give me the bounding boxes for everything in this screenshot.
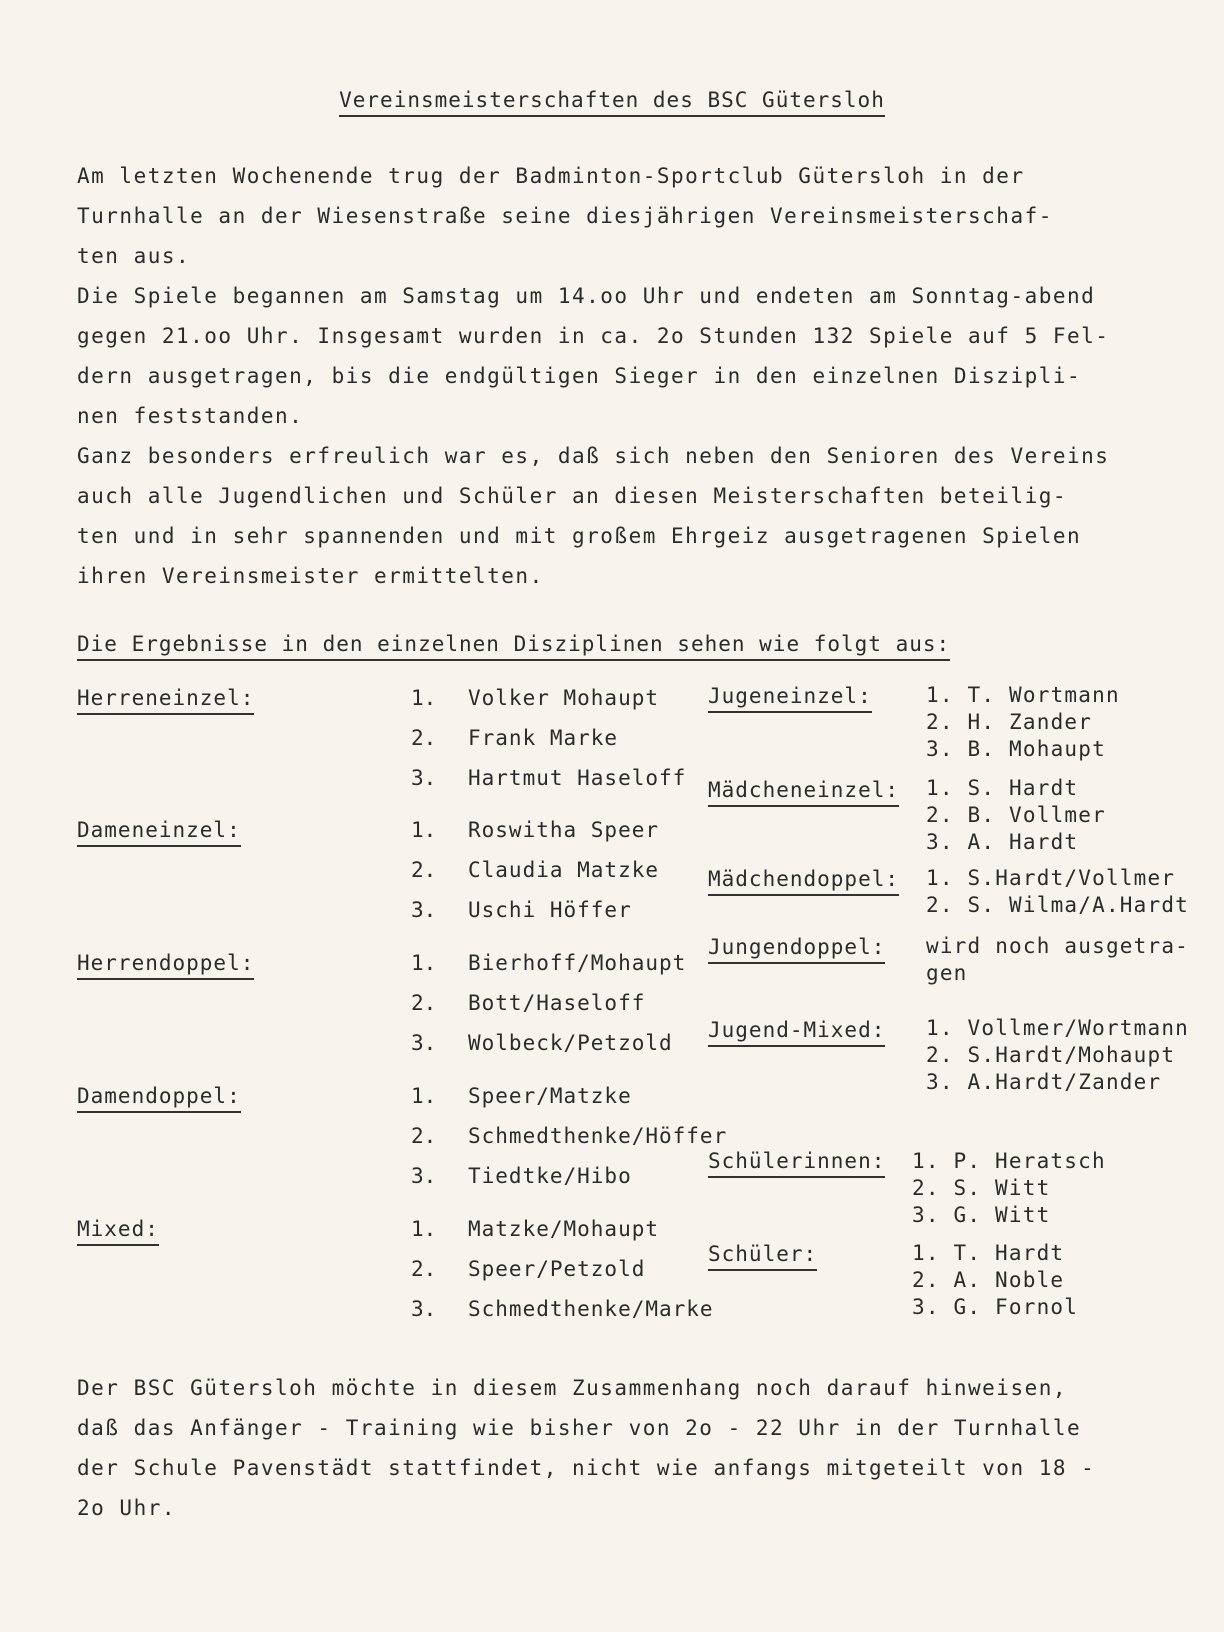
result-dameneinzel-1: Roswitha Speer <box>468 818 660 842</box>
rank-1: 1. <box>411 818 437 842</box>
label-herrendoppel <box>77 951 254 975</box>
result-damendoppel-1: Speer/Matzke <box>468 1084 632 1108</box>
label-text: Jungendoppel: <box>708 935 885 964</box>
rank-3: 3. <box>411 898 437 922</box>
rank-1: 1. <box>411 1084 437 1108</box>
result-line: 2. S.Hardt/Mohaupt <box>926 1043 1176 1067</box>
intro-line: ten und in sehr spannenden und mit großem Ehrgeiz ausgetragenen Spielen <box>77 524 1082 548</box>
results-schueler <box>912 1240 1078 1321</box>
label-maedchendoppel <box>708 867 899 891</box>
label-damendoppel <box>77 1084 241 1108</box>
label-text: Herreneinzel: <box>77 686 254 715</box>
result-dameneinzel-3: Uschi Höffer <box>468 898 632 922</box>
label-text: Herrendoppel: <box>77 951 254 980</box>
rank-2: 2. <box>411 858 437 882</box>
intro-line: auch alle Jugendlichen und Schüler an diesen Meisterschaften beteilig- <box>77 484 1068 508</box>
document-title <box>0 88 1224 112</box>
intro-line: gegen 21.oo Uhr. Insgesamt wurden in ca. 2o Stunden 132 Spiele auf 5 Fel- <box>77 324 1110 348</box>
result-line: 2. H. Zander <box>926 710 1093 734</box>
result-herrendoppel-2: Bott/Haseloff <box>468 991 646 1015</box>
rank-1: 1. <box>411 1217 437 1241</box>
result-line: 3. A. Hardt <box>926 830 1079 854</box>
result-mixed-3: Schmedthenke/Marke <box>468 1297 714 1321</box>
label-jungeneinzel <box>708 684 872 708</box>
result-line: 3. B. Mohaupt <box>926 737 1106 761</box>
intro-line: nen feststanden. <box>77 404 304 428</box>
result-line: 1. P. Heratsch <box>912 1149 1106 1173</box>
result-line: 2. S. Witt <box>912 1176 1051 1200</box>
result-dameneinzel-2: Claudia Matzke <box>468 858 660 882</box>
result-herreneinzel-1: Volker Mohaupt <box>468 686 660 710</box>
closing-line: daß das Anfänger - Training wie bisher von 2o - 22 Uhr in der Turnhalle <box>77 1416 1082 1440</box>
results-maedcheneinzel <box>926 775 1106 856</box>
result-line: 3. G. Fornol <box>912 1295 1079 1319</box>
label-text: Mixed: <box>77 1217 159 1246</box>
rank-1: 1. <box>411 686 437 710</box>
result-line: 1. Vollmer/Wortmann <box>926 1016 1190 1040</box>
rank-2: 2. <box>411 1257 437 1281</box>
label-schueler <box>708 1242 817 1266</box>
label-text: Jugend-Mixed: <box>708 1018 885 1047</box>
closing-line: Der BSC Gütersloh möchte in diesem Zusammenhang noch darauf hinweisen, <box>77 1376 1068 1400</box>
result-damendoppel-2: Schmedthenke/Höffer <box>468 1124 728 1148</box>
result-line: 1. S. Hardt <box>926 776 1079 800</box>
result-mixed-2: Speer/Petzold <box>468 1257 646 1281</box>
result-line: 3. G. Witt <box>912 1203 1051 1227</box>
closing-paragraph <box>77 1368 1147 1528</box>
closing-line: 2o Uhr. <box>77 1496 177 1520</box>
result-line: 1. T. Hardt <box>912 1241 1065 1265</box>
results-schuelerinnen <box>912 1148 1106 1229</box>
result-mixed-1: Matzke/Mohaupt <box>468 1217 660 1241</box>
label-maedcheneinzel <box>708 778 899 802</box>
result-line: 2. A. Noble <box>912 1268 1065 1292</box>
result-line: 3. A.Hardt/Zander <box>926 1070 1162 1094</box>
results-maedchendoppel <box>926 865 1189 919</box>
rank-3: 3. <box>411 1031 437 1055</box>
label-herreneinzel <box>77 686 254 710</box>
label-schuelerinnen <box>708 1149 885 1173</box>
label-text: Jugeneinzel: <box>708 684 872 713</box>
rank-2: 2. <box>411 1124 437 1148</box>
intro-line: ten aus. <box>77 244 191 268</box>
results-jungendoppel <box>926 933 1189 987</box>
result-herreneinzel-2: Frank Marke <box>468 726 619 750</box>
intro-paragraph <box>77 156 1147 596</box>
rank-2: 2. <box>411 991 437 1015</box>
label-text: Schüler: <box>708 1242 817 1271</box>
label-dameneinzel <box>77 818 241 842</box>
intro-line: ihren Vereinsmeister ermittelten. <box>77 564 544 588</box>
result-line: wird noch ausgetra- <box>926 934 1190 958</box>
results-jungeneinzel <box>926 682 1120 763</box>
result-herrendoppel-1: Bierhoff/Mohaupt <box>468 951 687 975</box>
intro-line: Die Spiele begannen am Samstag um 14.oo Uhr und endeten am Sonntag-abend <box>77 284 1096 308</box>
label-mixed <box>77 1217 159 1241</box>
result-line: gen <box>926 961 968 985</box>
result-line: 2. B. Vollmer <box>926 803 1106 827</box>
intro-line: Am letzten Wochenende trug der Badminton-Sportclub Gütersloh in der <box>77 164 1025 188</box>
result-herrendoppel-3: Wolbeck/Petzold <box>468 1031 673 1055</box>
result-line: 1. S.Hardt/Vollmer <box>926 866 1176 890</box>
rank-1: 1. <box>411 951 437 975</box>
result-damendoppel-3: Tiedtke/Hibo <box>468 1164 632 1188</box>
label-text: Dameneinzel: <box>77 818 241 847</box>
title-text: Vereinsmeisterschaften des BSC Gütersloh <box>339 88 885 117</box>
label-text: Damendoppel: <box>77 1084 241 1113</box>
rank-3: 3. <box>411 1297 437 1321</box>
label-text: Mädcheneinzel: <box>708 778 899 807</box>
results-jugendmixed <box>926 1015 1189 1096</box>
result-line: 2. S. Wilma/A.Hardt <box>926 893 1190 917</box>
rank-2: 2. <box>411 726 437 750</box>
intro-line: Ganz besonders erfreulich war es, daß sich neben den Senioren des Vereins <box>77 444 1110 468</box>
label-jugendmixed <box>708 1018 885 1042</box>
intro-line: dern ausgetragen, bis die endgültigen Sieger in den einzelnen Diszipli- <box>77 364 1082 388</box>
closing-line: der Schule Pavenstädt stattfindet, nicht wie anfangs mitgeteilt von 18 - <box>77 1456 1096 1480</box>
results-heading-text: Die Ergebnisse in den einzelnen Disziplinen sehen wie folgt aus: <box>77 632 950 661</box>
rank-3: 3. <box>411 766 437 790</box>
intro-line: Turnhalle an der Wiesenstraße seine diesjährigen Vereinsmeisterschaf- <box>77 204 1053 228</box>
label-jungendoppel <box>708 935 885 959</box>
label-text: Mädchendoppel: <box>708 867 899 896</box>
result-herreneinzel-3: Hartmut Haseloff <box>468 766 687 790</box>
result-line: 1. T. Wortmann <box>926 683 1120 707</box>
results-heading <box>77 632 950 656</box>
label-text: Schülerinnen: <box>708 1149 885 1178</box>
rank-3: 3. <box>411 1164 437 1188</box>
